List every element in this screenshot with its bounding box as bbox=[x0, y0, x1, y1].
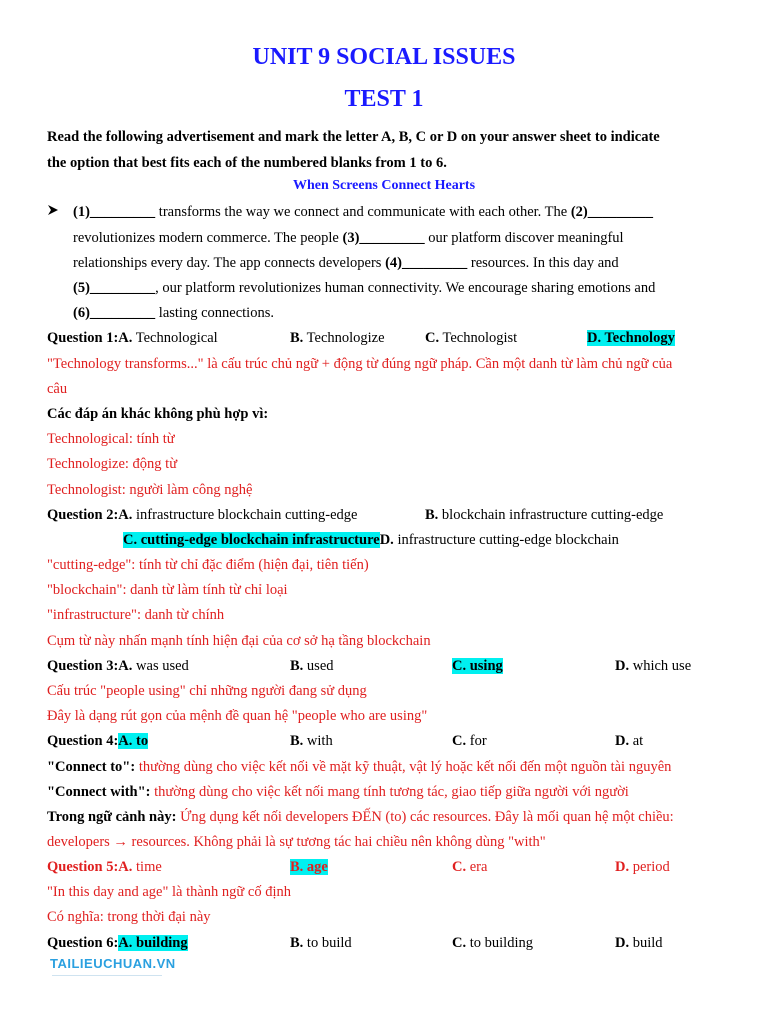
passage-line-3 bbox=[73, 253, 619, 273]
option-letter: C. bbox=[452, 935, 467, 951]
q6-option-c bbox=[452, 933, 533, 953]
blank: _________ bbox=[89, 280, 156, 296]
q6-option-b bbox=[290, 933, 352, 953]
unit-title: UNIT 9 SOCIAL ISSUES bbox=[252, 44, 516, 70]
question-label: Question 2: bbox=[47, 507, 119, 523]
instruction-line-2: the option that best fits each of the numbered blanks from 1 to 6. bbox=[47, 155, 447, 171]
q5-explanation-2: Có nghĩa: trong thời đại này bbox=[47, 909, 211, 925]
question-2 bbox=[47, 505, 357, 525]
q5-option-d bbox=[615, 857, 670, 877]
q5-explanation-1: "In this day and age" là thành ngữ cố định bbox=[47, 884, 291, 900]
option-text: Technologist bbox=[439, 330, 518, 346]
option-letter: A. bbox=[118, 330, 133, 346]
passage-text: lasting connections. bbox=[155, 305, 274, 321]
option-text: era bbox=[466, 859, 488, 875]
test-title: TEST 1 bbox=[344, 86, 424, 112]
q1-other-2: Technologize: động từ bbox=[47, 456, 178, 472]
q3-option-b bbox=[290, 656, 334, 676]
q4-explanation-1 bbox=[47, 757, 671, 777]
option-letter: D. bbox=[379, 532, 394, 548]
question-4 bbox=[47, 731, 148, 751]
question-1 bbox=[47, 328, 218, 348]
explanation-term: Trong ngữ cảnh này: bbox=[47, 809, 177, 825]
q1-option-b bbox=[290, 328, 385, 348]
option-letter: C. bbox=[425, 330, 440, 346]
option-text: at bbox=[629, 733, 644, 749]
question-5 bbox=[47, 857, 162, 877]
option-letter: B. bbox=[290, 935, 304, 951]
option-letter: D. bbox=[615, 658, 630, 674]
option-letter: A. bbox=[118, 859, 133, 875]
correct-answer: C. using bbox=[452, 658, 503, 674]
q2-explanation-1: "cutting-edge": tính từ chỉ đặc điểm (hiện đại, tiên tiến) bbox=[47, 557, 369, 573]
option-a: time bbox=[132, 859, 162, 875]
option-text: blockchain infrastructure cutting-edge bbox=[438, 507, 664, 523]
passage-line-1 bbox=[73, 202, 653, 222]
blank: _________ bbox=[359, 230, 425, 246]
q6-option-d bbox=[615, 933, 663, 953]
option-letter: A. bbox=[118, 507, 133, 523]
option-letter: B. bbox=[425, 507, 439, 523]
q2-option-b bbox=[425, 505, 663, 525]
passage-text: transforms the way we connect and communicate with each other. The bbox=[155, 204, 571, 220]
option-text: which use bbox=[629, 658, 692, 674]
option-letter: B. bbox=[290, 658, 304, 674]
question-3 bbox=[47, 656, 189, 676]
blank-number: (3) bbox=[342, 230, 360, 246]
option-letter: B. bbox=[290, 733, 304, 749]
site-logo[interactable]: TAILIEUCHUAN.VN bbox=[50, 956, 176, 971]
option-letter: C. bbox=[452, 859, 467, 875]
passage-text: resources. In this day and bbox=[467, 255, 619, 271]
blank-number: (4) bbox=[385, 255, 402, 271]
option-text: with bbox=[303, 733, 333, 749]
passage-text: , our platform revolutionizes human connectivity. We encourage sharing emotions and bbox=[155, 280, 656, 296]
q1-other-3: Technologist: người làm công nghệ bbox=[47, 482, 253, 498]
q4-option-b bbox=[290, 731, 333, 751]
explanation-term: "Connect to": bbox=[47, 759, 136, 775]
passage-text: revolutionizes modern commerce. The people bbox=[73, 230, 343, 246]
blank: _________ bbox=[587, 204, 654, 220]
q1-explanation-1: "Technology transforms..." là cấu trúc chủ ngữ + động từ đúng ngữ pháp. Cần một danh từ làm chủ ngữ của bbox=[47, 356, 673, 372]
option-letter: A. bbox=[118, 658, 133, 674]
blank: _________ bbox=[89, 305, 156, 321]
q4-explanation-3 bbox=[47, 807, 674, 827]
passage-line-4 bbox=[73, 278, 655, 298]
q2-explanation-2: "blockchain": danh từ làm tính từ chỉ loại bbox=[47, 582, 288, 598]
q4-option-d bbox=[615, 731, 643, 751]
blank: _________ bbox=[401, 255, 468, 271]
q4-explanation-4: developers → resources. Không phải là sự tương tác hai chiều nên không dùng "with" bbox=[47, 834, 546, 850]
q2-explanation-3: "infrastructure": danh từ chính bbox=[47, 607, 225, 623]
blank-number: (2) bbox=[570, 204, 588, 220]
passage-line-5 bbox=[73, 303, 274, 323]
option-letter: C. bbox=[452, 733, 467, 749]
option-text: build bbox=[629, 935, 663, 951]
option-letter: B. bbox=[290, 330, 304, 346]
q1-others-title: Các đáp án khác không phù hợp vì: bbox=[47, 406, 269, 422]
option-text: for bbox=[466, 733, 487, 749]
q1-option-d-correct bbox=[587, 328, 675, 348]
q3-explanation-2: Đây là dạng rút gọn của mệnh đề quan hệ "people who are using" bbox=[47, 708, 428, 724]
option-text: to building bbox=[466, 935, 533, 951]
option-text: Technologize bbox=[303, 330, 385, 346]
explanation-term: "Connect with": bbox=[47, 784, 151, 800]
q3-option-d bbox=[615, 656, 691, 676]
q1-explanation-2: câu bbox=[47, 381, 68, 397]
q2-option-c-correct bbox=[123, 530, 619, 550]
option-letter: D. bbox=[615, 935, 630, 951]
q2-explanation-4: Cụm từ này nhấn mạnh tính hiện đại của cơ sở hạ tầng blockchain bbox=[47, 633, 431, 649]
question-label: Question 5: bbox=[47, 859, 119, 875]
passage-line-2 bbox=[73, 228, 624, 248]
correct-answer: A. to bbox=[118, 733, 149, 749]
q3-explanation-1: Cấu trúc "people using" chỉ những người đang sử dụng bbox=[47, 683, 367, 699]
option-letter: D. bbox=[615, 733, 630, 749]
question-6 bbox=[47, 933, 188, 953]
blank-number: (1) bbox=[73, 204, 90, 220]
explanation-text: thường dùng cho việc kết nối về mặt kỹ thuật, vật lý hoặc kết nối đến một nguồn tài nguyên bbox=[135, 759, 672, 775]
option-text: used bbox=[303, 658, 334, 674]
logo-tagline-decoration bbox=[52, 973, 162, 980]
option-a: was used bbox=[132, 658, 189, 674]
passage-text: relationships every day. The app connects developers bbox=[73, 255, 386, 271]
option-text: period bbox=[629, 859, 670, 875]
passage-title: When Screens Connect Hearts bbox=[292, 178, 476, 193]
option-letter: D. bbox=[615, 859, 630, 875]
question-label: Question 6: bbox=[47, 935, 119, 951]
blank-number: (5) bbox=[73, 280, 90, 296]
question-label: Question 4: bbox=[47, 733, 119, 749]
explanation-text: thường dùng cho việc kết nối mang tính tương tác, giao tiếp giữa người với người bbox=[150, 784, 629, 800]
q5-option-b-correct bbox=[290, 857, 328, 877]
option-text: infrastructure cutting-edge blockchain bbox=[393, 532, 619, 548]
passage-text: our platform discover meaningful bbox=[424, 230, 624, 246]
option-a: infrastructure blockchain cutting-edge bbox=[132, 507, 358, 523]
option-a: Technological bbox=[132, 330, 218, 346]
question-label: Question 3: bbox=[47, 658, 119, 674]
option-text: to build bbox=[303, 935, 352, 951]
q3-option-c-correct bbox=[452, 656, 503, 676]
instruction-line-1: Read the following advertisement and mark the letter A, B, C or D on your answer sheet to indicate bbox=[47, 129, 660, 145]
q4-explanation-2 bbox=[47, 782, 629, 802]
correct-answer: A. building bbox=[118, 935, 188, 951]
q1-other-1: Technological: tính từ bbox=[47, 431, 175, 447]
correct-answer: D. Technology bbox=[587, 330, 675, 346]
blank-number: (6) bbox=[73, 305, 90, 321]
q1-option-c bbox=[425, 328, 517, 348]
explanation-text: Ứng dụng kết nối developers ĐẾN (to) các resources. Đây là mối quan hệ một chiều: bbox=[176, 809, 674, 825]
q5-option-c bbox=[452, 857, 487, 877]
arrowhead-bullet-icon bbox=[47, 204, 59, 221]
question-label: Question 1: bbox=[47, 330, 119, 346]
q4-option-c bbox=[452, 731, 487, 751]
correct-answer: B. age bbox=[290, 859, 328, 875]
blank: _________ bbox=[89, 204, 156, 220]
correct-answer: C. cutting-edge blockchain infrastructure bbox=[123, 532, 380, 548]
